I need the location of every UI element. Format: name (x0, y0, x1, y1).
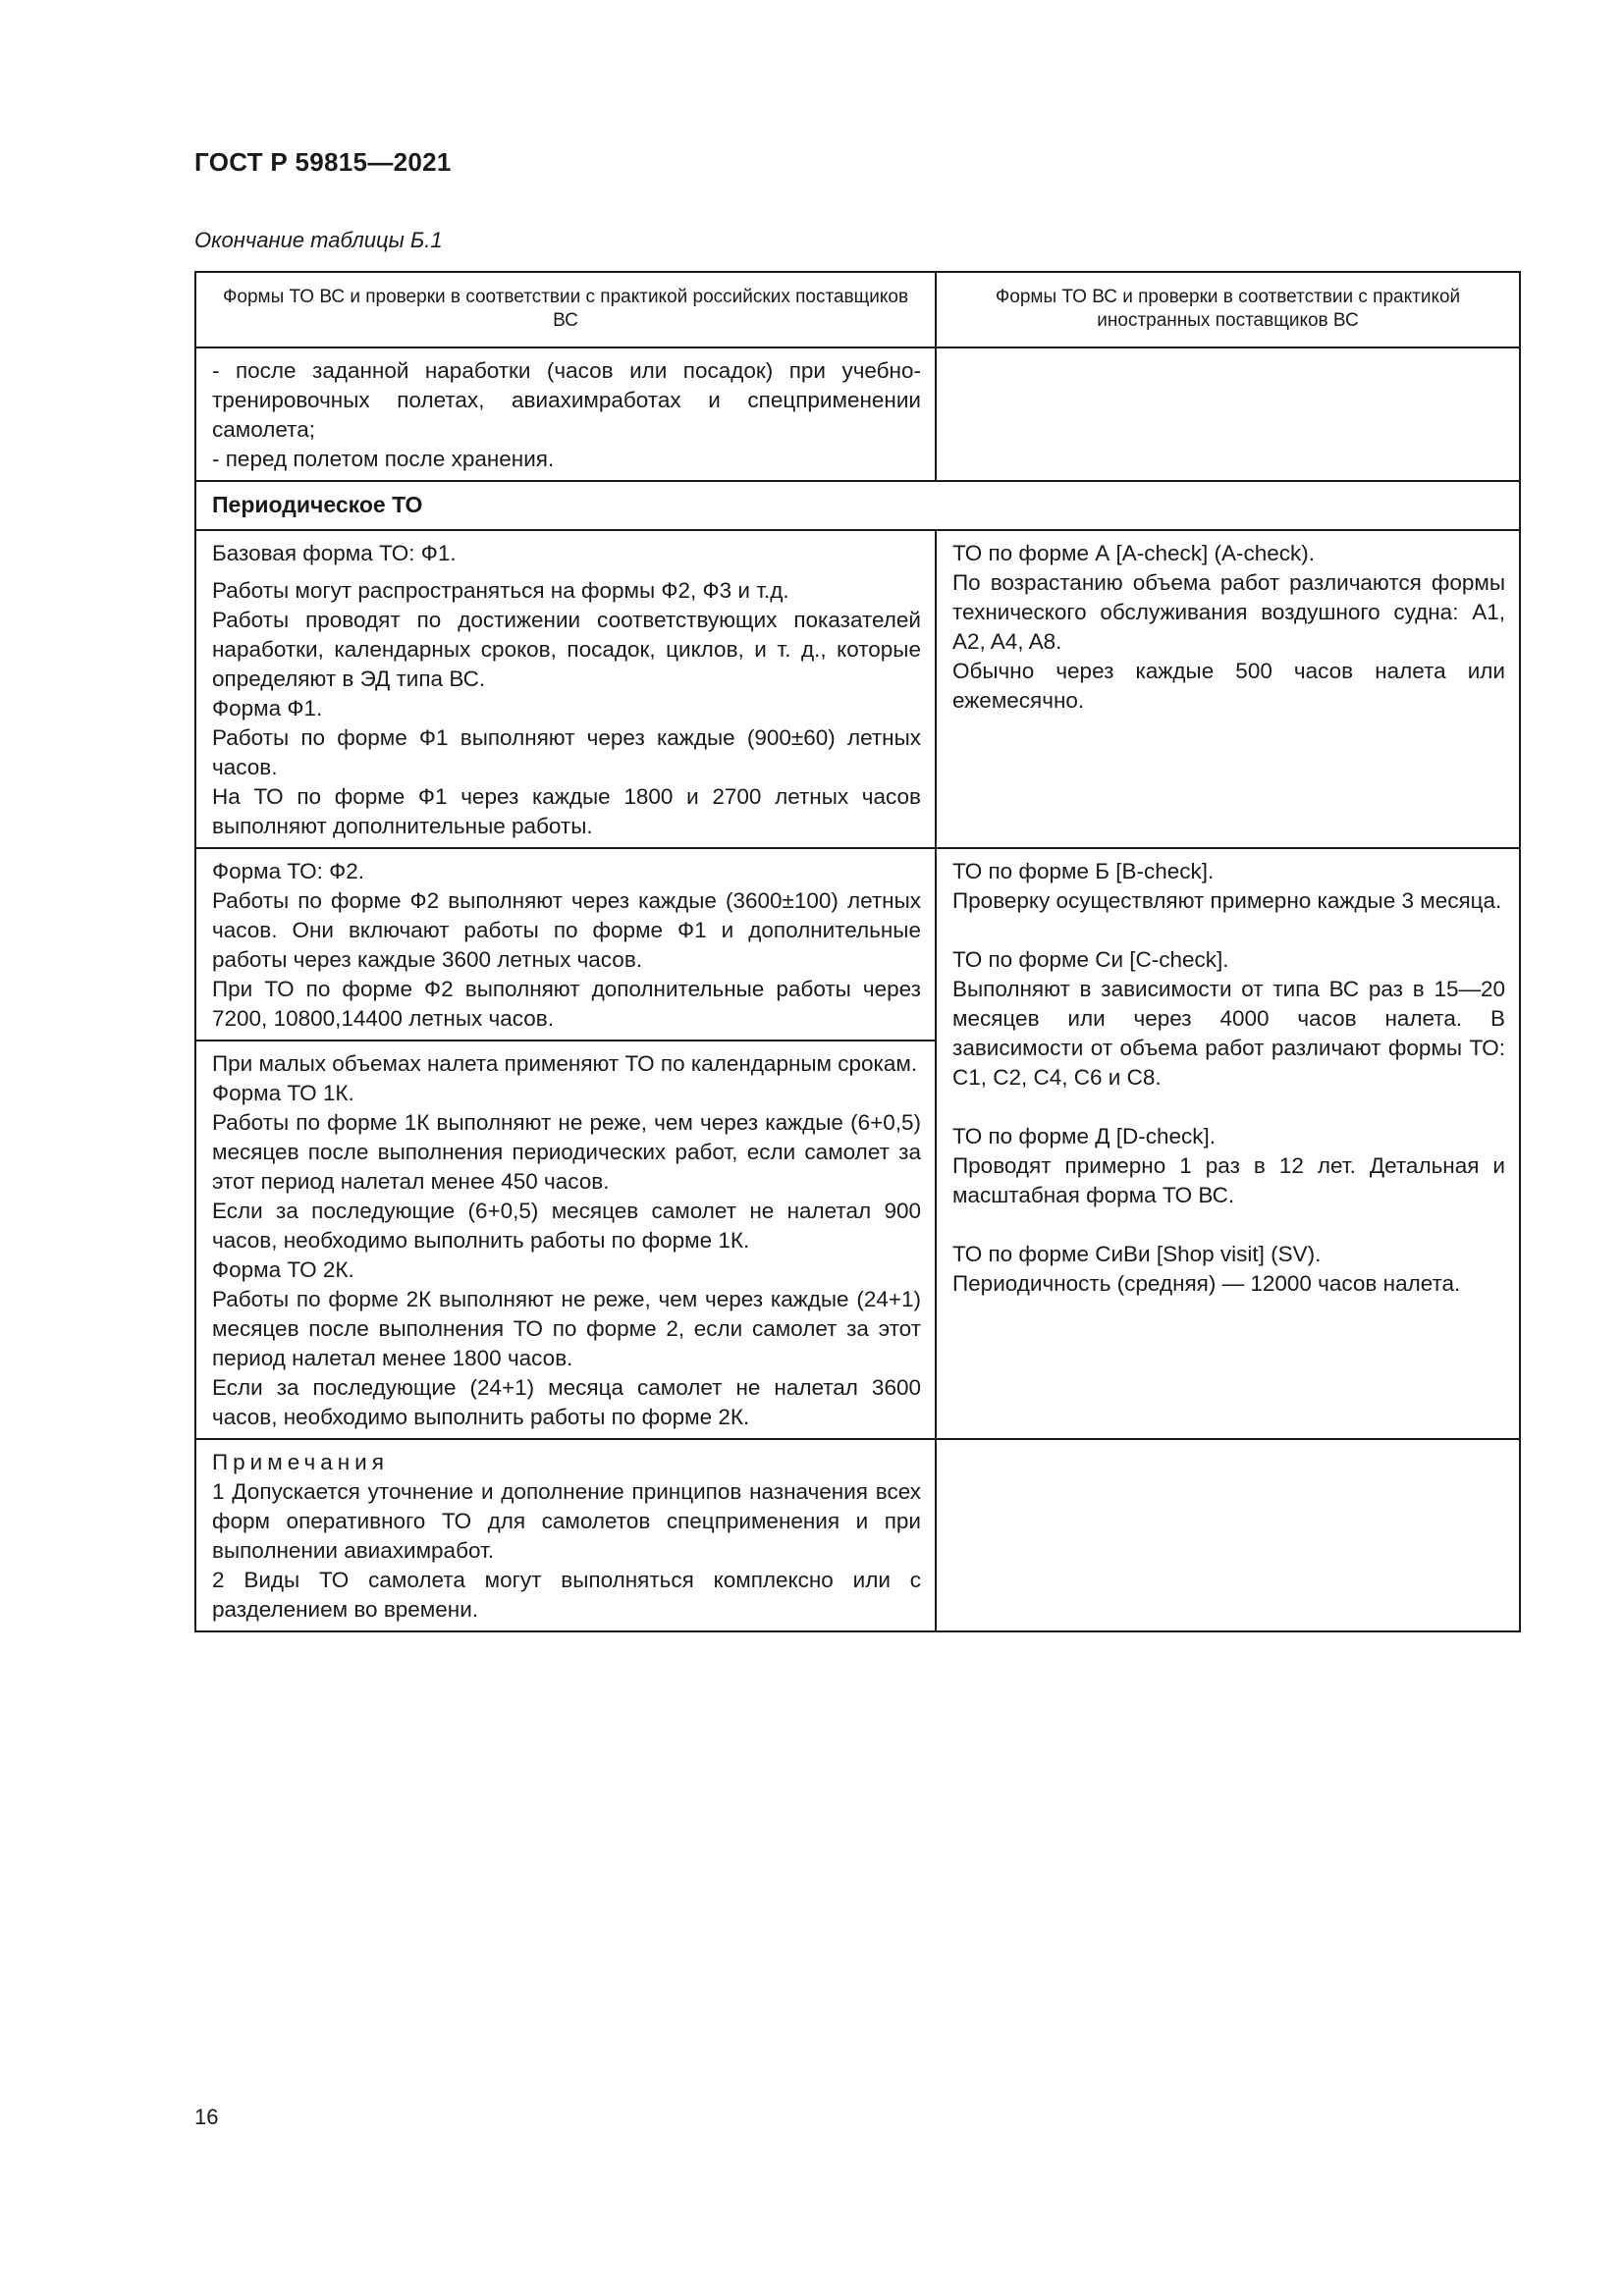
cell-line: Работы по форме Ф2 выполняют через каждые (3600±100) летных часов. Они включают работы по форме Ф1 и дополнительные работы через каждые 3600 летных часов. (212, 888, 921, 972)
cell-line: При ТО по форме Ф2 выполняют дополнительные работы через 7200, 10800,14400 летных часов. (212, 977, 921, 1031)
cell-line: Базовая форма ТО: Ф1. (212, 541, 457, 565)
cell-line: Периодичность (средняя) — 12000 часов налета. (952, 1271, 1461, 1296)
cell-continuation-right (936, 347, 1520, 481)
document-code: ГОСТ Р 59815—2021 (194, 147, 452, 177)
cell-line: Форма Ф1. (212, 696, 323, 721)
cell-line: 1 Допускается уточнение и дополнение принципов назначения всех форм оперативного ТО для самолетов спецприменения и при выполнении авиахимработ. (212, 1479, 921, 1563)
cell-line: На ТО по форме Ф1 через каждые 1800 и 2700 летных часов выполняют дополнительные работы. (212, 784, 921, 838)
header-foreign-suppliers: Формы ТО ВС и проверки в соответствии с практикой иностранных поставщиков ВС (936, 272, 1520, 347)
table-caption: Окончание таблицы Б.1 (194, 228, 443, 252)
table-row (195, 347, 1520, 481)
table-row (195, 530, 1520, 848)
cell-bcd-check-right (936, 848, 1520, 1439)
table-row (195, 848, 1520, 1041)
section-row (195, 481, 1520, 530)
spacer (952, 1093, 1505, 1122)
cell-line: При малых объемах налета применяют ТО по календарным срокам. (212, 1051, 918, 1076)
cell-line: Работы проводят по достижении соответствующих показателей наработки, календарных сроков, посадок, циклов, и т. д., которые определяют в ЭД типа ВС. (212, 608, 921, 691)
maintenance-forms-table (194, 271, 1521, 1632)
cell-notes-right (936, 1439, 1520, 1631)
cell-line: По возрастанию объема работ различаются формы технического обслуживания воздушного судна: A1, A2, A4, A8. (952, 570, 1505, 654)
table-row (195, 1439, 1520, 1631)
cell-line: Выполняют в зависимости от типа ВС раз в 15—20 месяцев или через 4000 часов налета. В зависимости от объема работ различают формы ТО: C1, C2, C4, C6 и C8. (952, 977, 1505, 1090)
cell-line: Форма ТО: Ф2. (212, 859, 364, 883)
cell-line: Если за последующие (6+0,5) месяцев самолет не налетал 900 часов, необходимо выполнить работы по форме 1К. (212, 1199, 921, 1253)
cell-line: - после заданной наработки (часов или посадок) при учебно-тренировочных полетах, авиахимработах и спецприменении самолета; (212, 358, 921, 442)
cell-continuation-left (195, 347, 936, 481)
cell-line: Работы по форме Ф1 выполняют через каждые (900±60) летных часов. (212, 725, 921, 779)
cell-calendar-left (195, 1041, 936, 1439)
cell-notes-left (195, 1439, 936, 1631)
spacer (952, 916, 1505, 945)
table-header-row (195, 272, 1520, 347)
cell-line: ТО по форме Д [D-check]. (952, 1124, 1216, 1148)
cell-line: ТО по форме СиВи [Shop visit] (SV). (952, 1242, 1322, 1266)
cell-line: ТО по форме А [A-check] (A-check). (952, 541, 1316, 565)
cell-a-check-right (936, 530, 1520, 848)
cell-line: Если за последующие (24+1) месяца самолет не налетал 3600 часов, необходимо выполнить работы по форме 2К. (212, 1375, 921, 1429)
spacer (952, 1210, 1505, 1240)
cell-line: Проверку осуществляют примерно каждые 3 месяца. (952, 888, 1502, 913)
cell-line: Обычно через каждые 500 часов налета или ежемесячно. (952, 659, 1505, 713)
cell-line: ТО по форме Си [C-check]. (952, 947, 1229, 972)
cell-f1-left (195, 530, 936, 848)
cell-line: 2 Виды ТО самолета могут выполняться комплексно или с разделением во времени. (212, 1568, 921, 1622)
cell-line: Работы могут распространяться на формы Ф2, Ф3 и т.д. (212, 578, 789, 603)
page-number: 16 (194, 2105, 219, 2129)
cell-line: Форма ТО 2К. (212, 1257, 354, 1282)
cell-line: Форма ТО 1К. (212, 1081, 354, 1105)
cell-line: - перед полетом после хранения. (212, 447, 555, 471)
section-title: Периодическое ТО (195, 481, 1520, 530)
cell-line: Проводят примерно 1 раз в 12 лет. Детальная и масштабная форма ТО ВС. (952, 1153, 1505, 1207)
cell-line: Работы по форме 1К выполняют не реже, чем через каждые (6+0,5) месяцев после выполнения периодических работ, если самолет за этот период налетал менее 450 часов. (212, 1110, 921, 1194)
header-russian-suppliers: Формы ТО ВС и проверки в соответствии с практикой российских поставщиков ВС (195, 272, 936, 347)
cell-line: ТО по форме Б [B-check]. (952, 859, 1215, 883)
cell-f2-left (195, 848, 936, 1041)
notes-title: Примечания (212, 1450, 389, 1474)
cell-line: Работы по форме 2К выполняют не реже, чем через каждые (24+1) месяцев после выполнения ТО по форме 2, если самолет за этот период налетал менее 1800 часов. (212, 1287, 921, 1370)
